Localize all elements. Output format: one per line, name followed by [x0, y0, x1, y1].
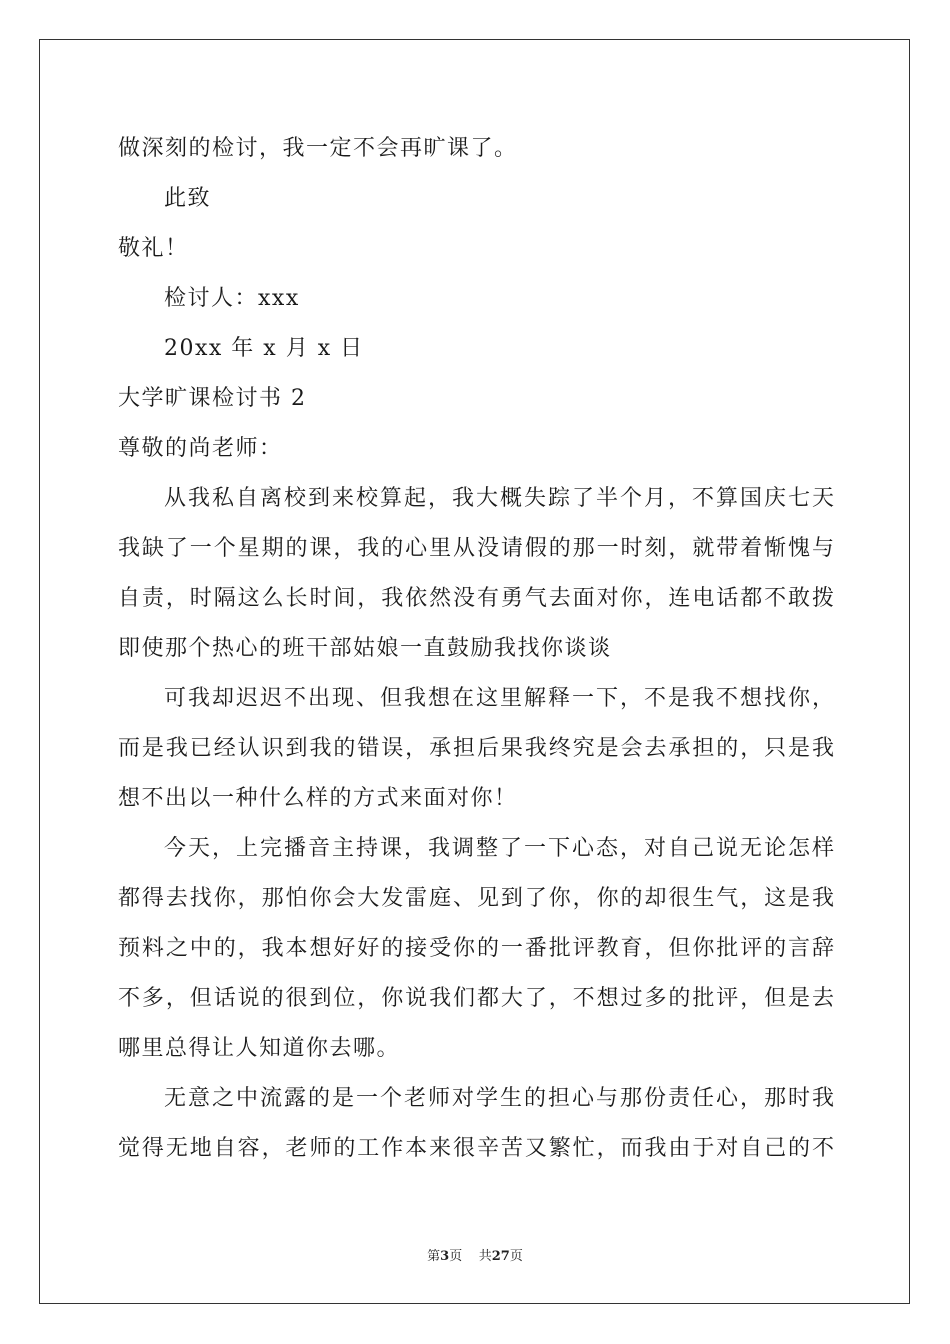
text-line: 敬礼！ — [118, 236, 189, 261]
text-line: 自责，时隔这么长时间，我依然没有勇气去面对你，连电话都不敢拨 — [118, 586, 834, 611]
text-line: 此致 — [164, 186, 212, 211]
text-line: 做深刻的检讨，我一定不会再旷课了。 — [118, 136, 518, 161]
total-prefix: 共 — [478, 1249, 492, 1264]
salutation: 尊敬的尚老师： — [118, 436, 283, 461]
text-line: 无意之中流露的是一个老师对学生的担心与那份责任心，那时我 — [164, 1086, 834, 1111]
text-line: 今天，上完播音主持课，我调整了一下心态，对自己说无论怎样 — [164, 836, 834, 861]
text-line: 我缺了一个星期的课，我的心里从没请假的那一时刻，就带着惭愧与 — [118, 536, 834, 561]
page-total: 27 — [491, 1249, 510, 1264]
text-line: 可我却迟迟不出现、但我想在这里解释一下，不是我不想找你， — [164, 686, 834, 711]
document-body — [118, 124, 834, 1174]
page-prefix: 第 — [427, 1249, 441, 1264]
text-line: 检讨人：xxx — [164, 286, 300, 311]
text-line: 预料之中的，我本想好好的接受你的一番批评教育，但你批评的言辞 — [118, 936, 834, 961]
text-line: 即使那个热心的班干部姑娘一直鼓励我找你谈谈 — [118, 636, 612, 661]
text-line: 觉得无地自容，老师的工作本来很辛苦又繁忙，而我由于对自己的不 — [118, 1136, 834, 1161]
text-line: 不多，但话说的很到位，你说我们都大了，不想过多的批评，但是去 — [118, 986, 834, 1011]
page-current: 3 — [440, 1249, 450, 1264]
text-line: 20xx 年 x 月 x 日 — [164, 336, 364, 361]
section-title: 大学旷课检讨书 2 — [118, 386, 307, 411]
text-line: 想不出以一种什么样的方式来面对你！ — [118, 786, 518, 811]
text-line: 而是我已经认识到我的错误，承担后果我终究是会去承担的，只是我 — [118, 736, 834, 761]
page-footer — [0, 1245, 950, 1264]
total-suffix: 页 — [509, 1249, 523, 1264]
text-line: 从我私自离校到来校算起，我大概失踪了半个月，不算国庆七天 — [164, 486, 834, 511]
text-line: 都得去找你，那怕你会大发雷庭、见到了你，你的却很生气，这是我 — [118, 886, 834, 911]
text-line: 哪里总得让人知道你去哪。 — [118, 1036, 401, 1061]
page-suffix: 页 — [449, 1249, 463, 1264]
